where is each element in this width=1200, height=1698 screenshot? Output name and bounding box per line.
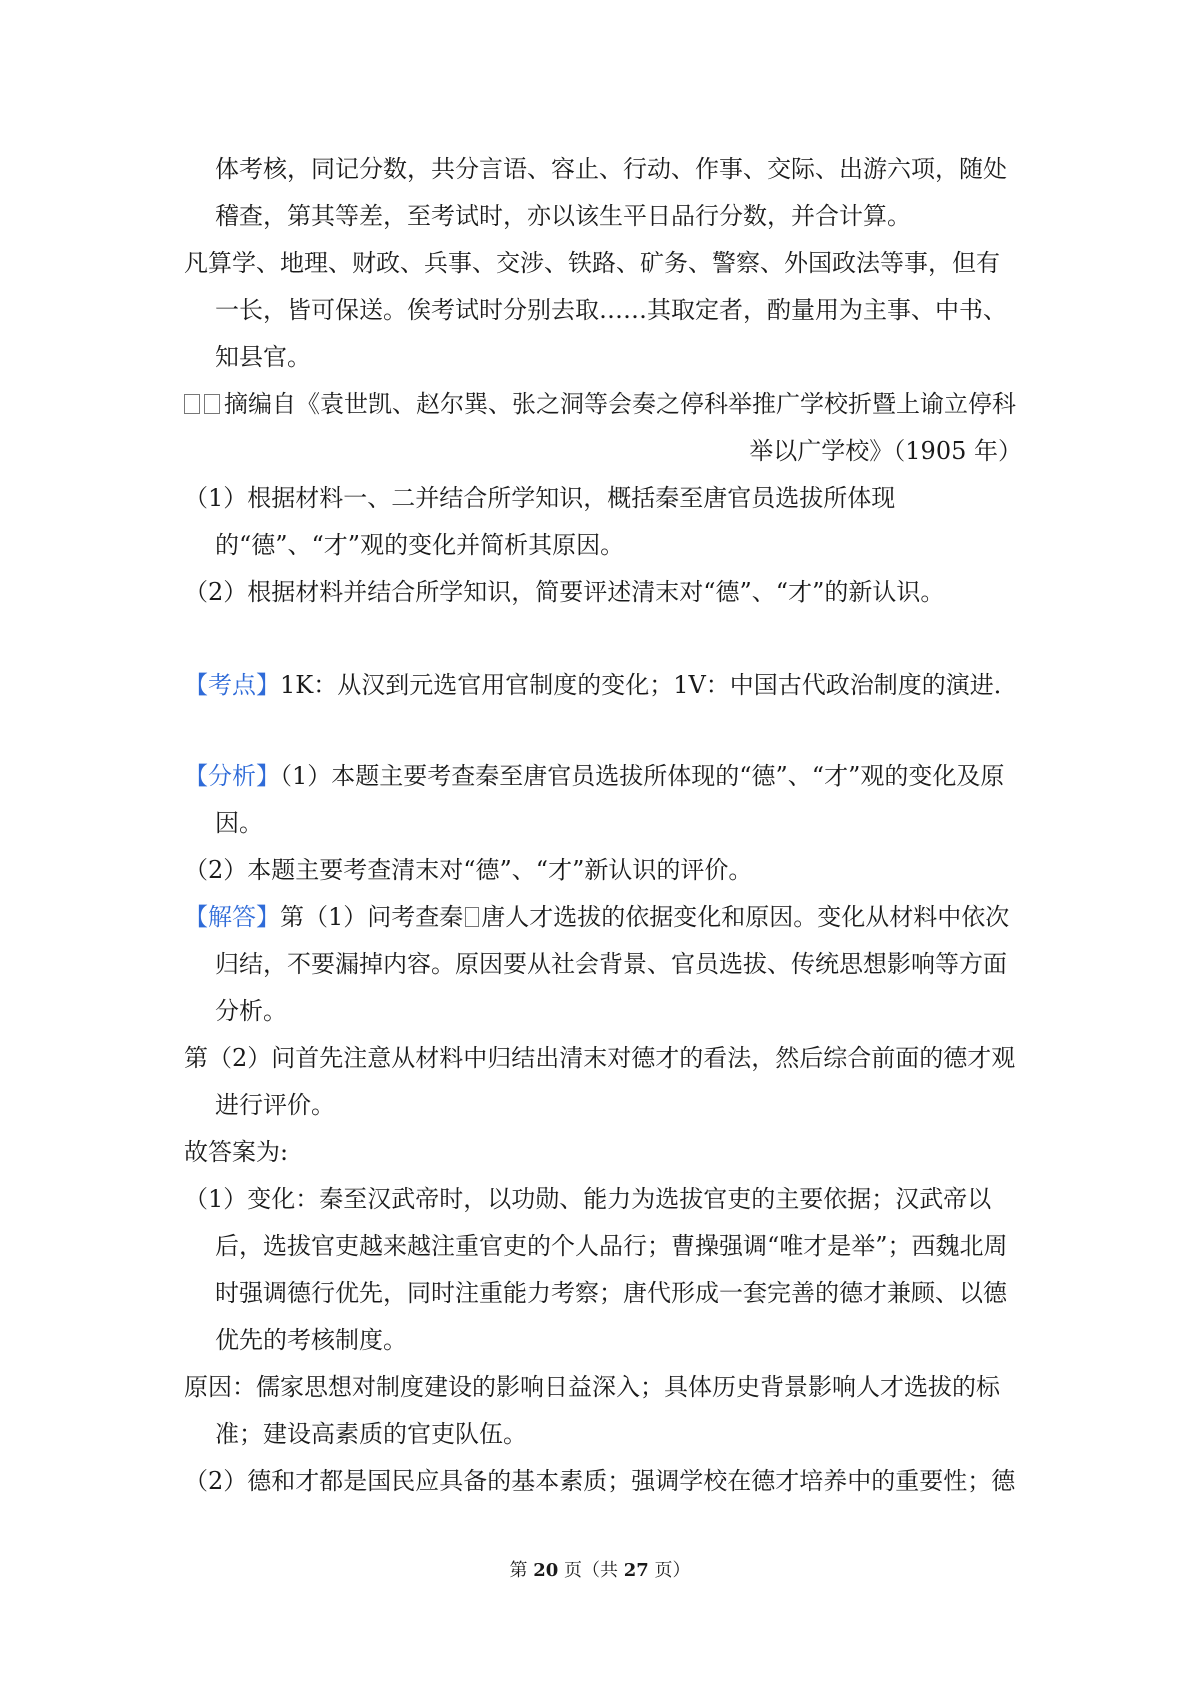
material-text: 凡算学、地理、财政、兵事、交涉、铁路、矿务、警察、外国政法等事，但有一长，皆可保送。俟考试时分别去取……其取定者，酌量用为主事、中书、知县官。 xyxy=(184,249,1007,371)
missing-glyph-icon xyxy=(204,394,220,414)
fenxi-text-2: （2）本题主要考查清末对“德”、“才”新认识的评价。 xyxy=(184,856,753,884)
jieda-text-a: 第（1）问考查秦 xyxy=(280,903,464,931)
document-body xyxy=(184,146,1022,1505)
total-pages: 27 xyxy=(623,1560,649,1581)
question-2: （2）根据材料并结合所学知识，简要评述清末对“德”、“才”的新认识。 xyxy=(184,578,945,606)
answer-1-reason: 原因：儒家思想对制度建设的影响日益深入；具体历史背景影响人才选拔的标准；建设高素质的官吏队伍。 xyxy=(184,1373,1000,1448)
footer-mid: 页（共 xyxy=(558,1560,624,1581)
material-text-continued: 体考核，同记分数，共分言语、容止、行动、作事、交际、出游六项，随处稽查，第其等差，至考试时，亦以该生平日品行分数，并合计算。 xyxy=(215,155,1007,230)
jieda-section xyxy=(184,894,1022,1035)
kaodian-section xyxy=(184,662,1022,709)
fenxi-tag: 【分析】 xyxy=(184,762,280,790)
kaodian-tag: 【考点】 xyxy=(184,671,280,699)
source-citation-text: 摘编自《袁世凯、赵尔巽、张之洞等会奏之停科举推广学校折暨上谕立停科 xyxy=(224,390,1016,418)
answer-1-change: （1）变化：秦至汉武帝时，以功勋、能力为选拔官吏的主要依据；汉武帝以后，选拔官吏越来越注重官吏的个人品行；曹操强调“唯才是举”；西魏北周时强调德行优先，同时注重能力考察；唐代形成一套完善的德才兼顾、以德优先的考核制度。 xyxy=(184,1185,1008,1354)
source-citation-end: 举以广学校》（1905 年） xyxy=(749,437,1022,465)
jieda-text-2: 第（2）问首先注意从材料中归结出清末对德才的看法，然后综合前面的德才观进行评价。 xyxy=(184,1044,1016,1119)
answer-2: （2）德和才都是国民应具备的基本素质；强调学校在德才培养中的重要性；德 xyxy=(184,1467,1016,1495)
missing-glyph-icon xyxy=(184,394,200,414)
answer-intro: 故答案为: xyxy=(184,1138,289,1166)
page-number: 20 xyxy=(533,1560,559,1581)
kaodian-text: 1K：从汉到元选官用官制度的变化；1V：中国古代政治制度的演进． xyxy=(280,671,1018,699)
source-citation xyxy=(184,381,1022,428)
footer-prefix: 第 xyxy=(509,1560,534,1581)
jieda-text-b: 唐人才选拔的依据变化和原因。变化从材料中依次归结，不要漏掉内容。原因要从社会背景、官员选拔、传统思想影响等方面分析。 xyxy=(215,903,1010,1025)
fenxi-text-1: （1）本题主要考查秦至唐官员选拔所体现的“德”、“才”观的变化及原因。 xyxy=(215,762,1005,837)
footer-suffix: 页） xyxy=(648,1560,691,1581)
question-1: （1）根据材料一、二并结合所学知识，概括秦至唐官员选拔所体现的“德”、“才”观的变化并简析其原因。 xyxy=(184,484,896,559)
fenxi-section xyxy=(184,753,1022,847)
missing-glyph-icon xyxy=(465,907,479,927)
page-footer xyxy=(0,1556,1200,1582)
jieda-tag: 【解答】 xyxy=(184,903,280,931)
